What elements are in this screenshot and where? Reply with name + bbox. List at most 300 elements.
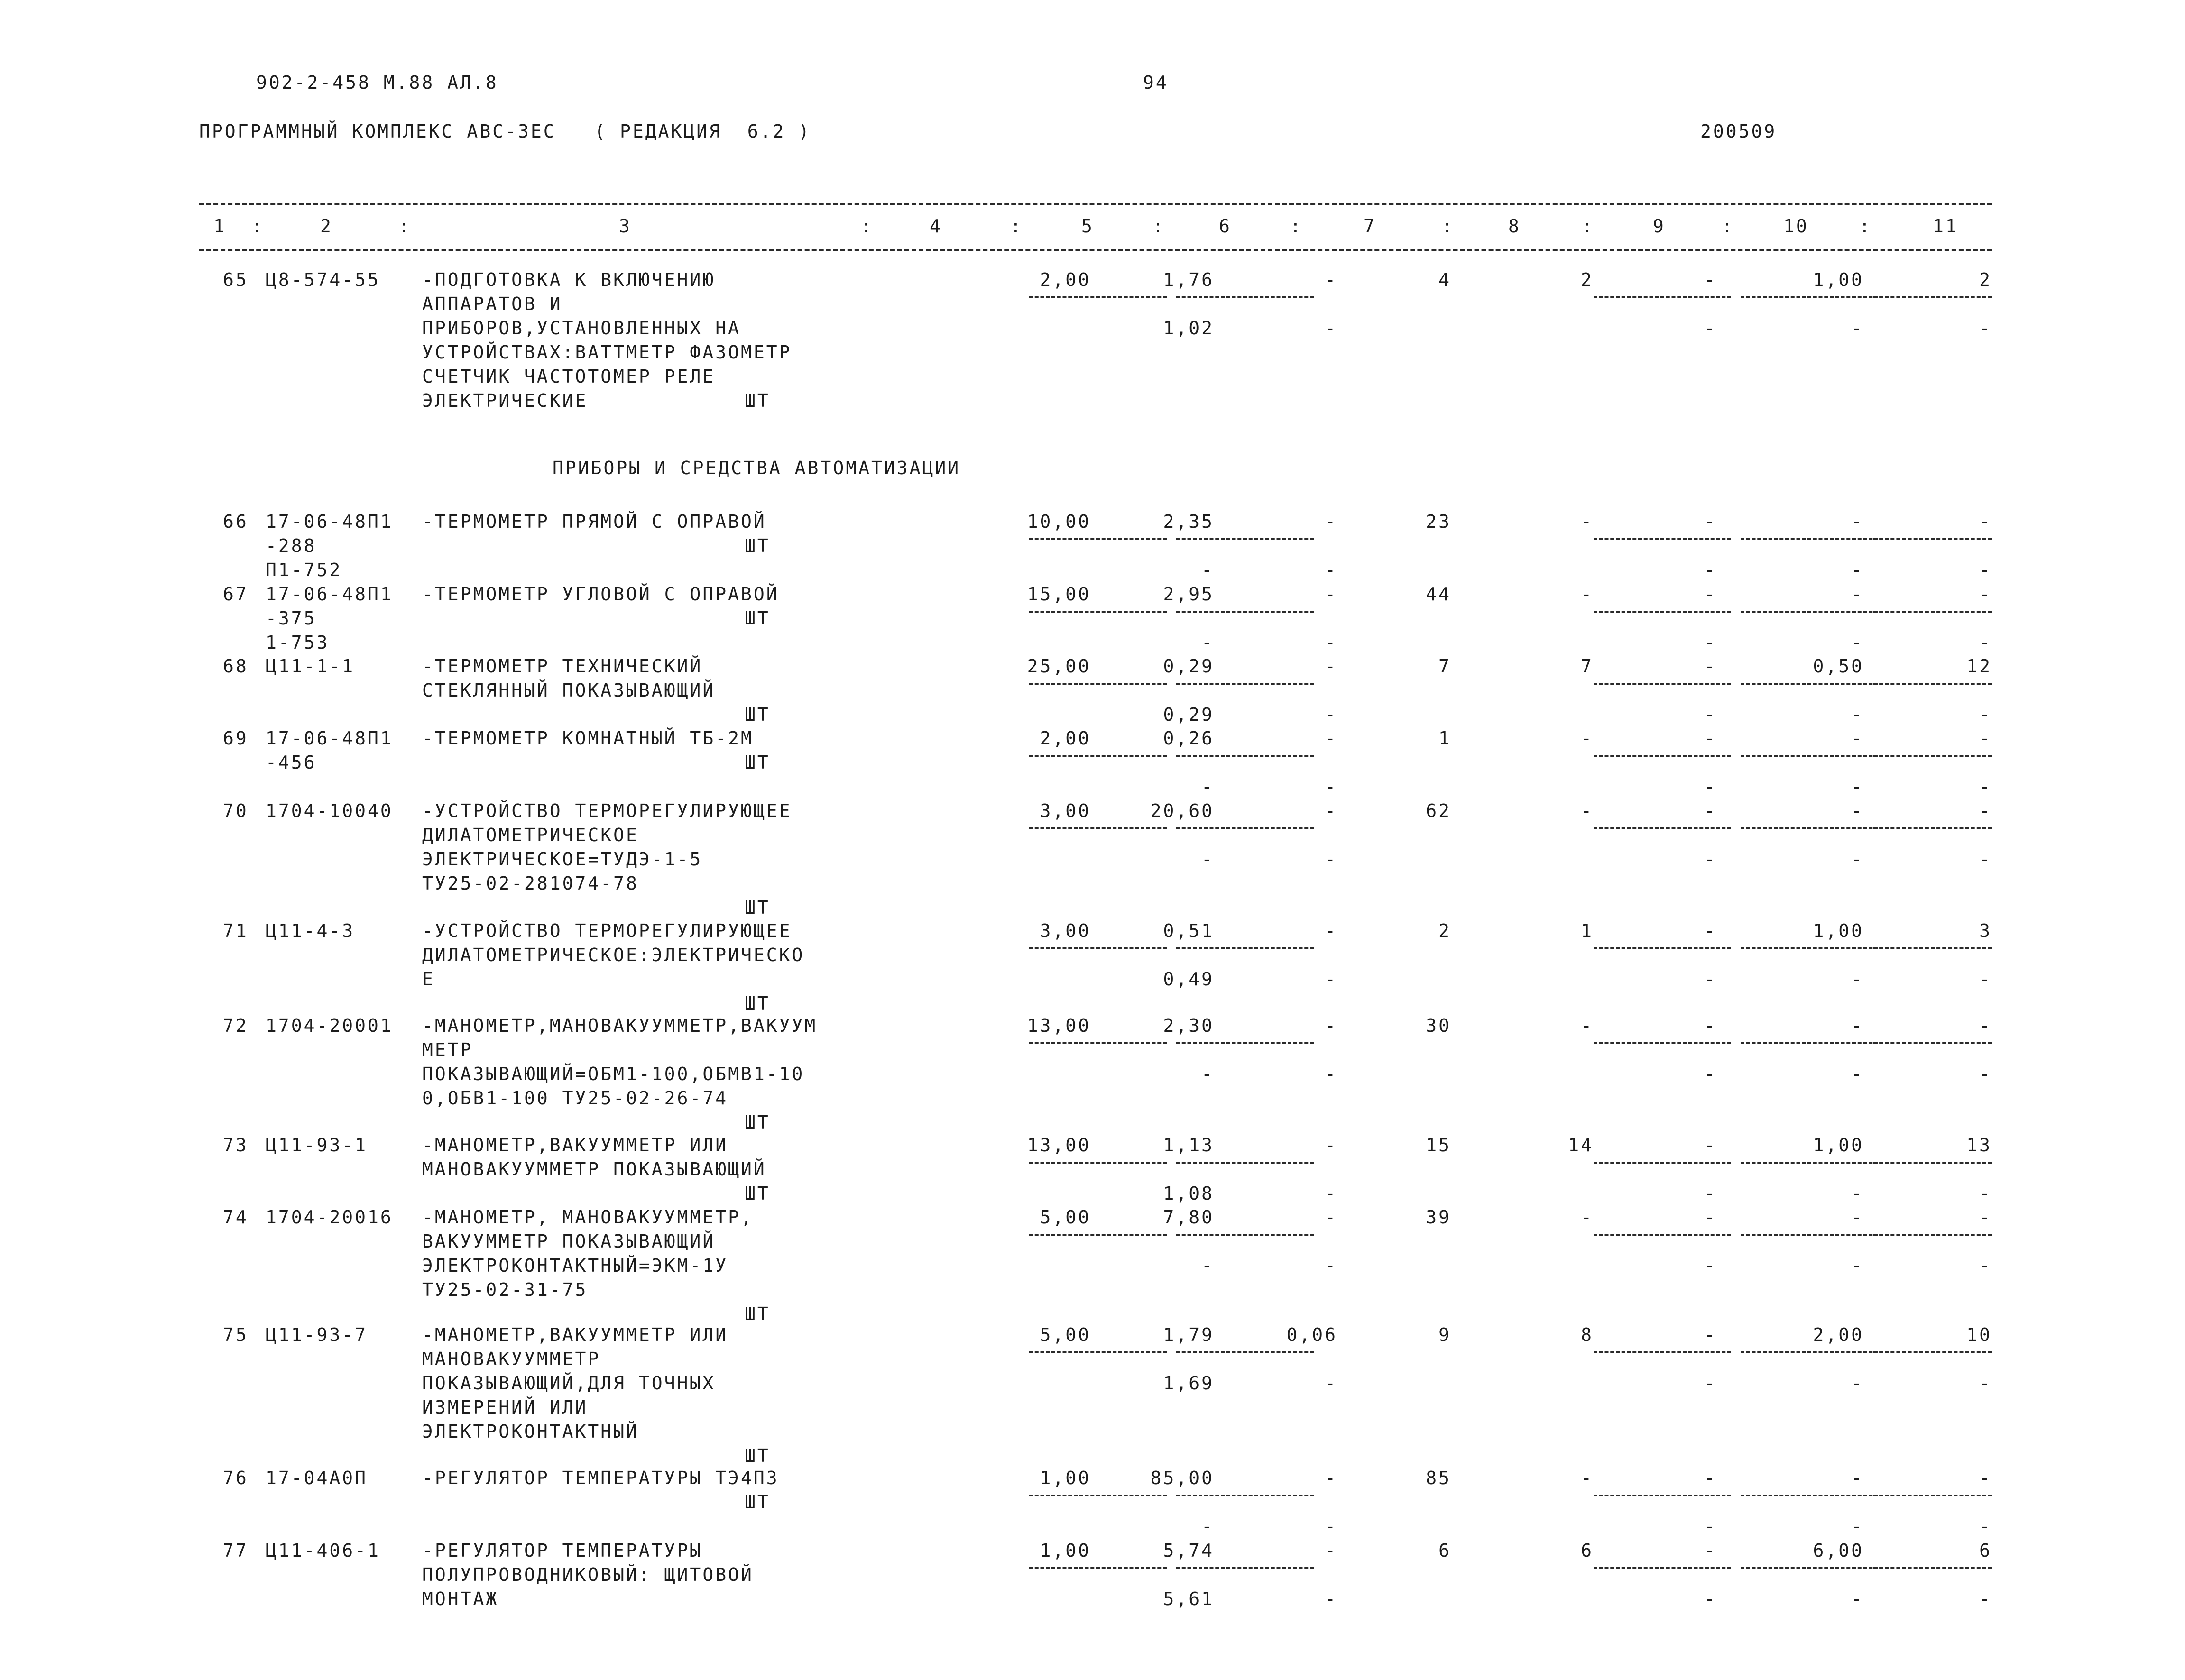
col6-value: - [1325,1207,1337,1228]
col6-second-value: - [1325,318,1337,339]
col5-second-value: - [1201,1255,1214,1276]
col10-second-value: - [1851,1516,1864,1537]
col11-second-value: - [1979,1183,1992,1204]
item-description: -МАНОМЕТР,ВАКУУММЕТР ИЛИ [422,1135,728,1156]
col11-value: 13 [1966,1135,1992,1156]
sub-rule [1029,1234,1167,1236]
sub-rule [1873,1042,1992,1044]
col10-second-value: - [1851,1255,1864,1276]
item-description: -РЕГУЛЯТОР ТЕМПЕРАТУРЫ ТЭ4П3 [422,1468,779,1488]
sub-rule [1741,1351,1878,1353]
column-separator: : [1152,216,1165,237]
col5-value: 0,51 [1163,920,1214,941]
col7-value: 6 [1438,1540,1451,1561]
col10-value: - [1851,511,1864,532]
row-number: 65 [223,269,249,290]
col9-second-value: - [1704,1588,1717,1609]
resource-code: Ц11-1-1 [266,656,355,677]
row-number: 75 [223,1324,249,1345]
row-number: 69 [223,728,249,749]
sub-rule [1873,296,1992,298]
sub-rule [1741,1162,1878,1164]
col9-value: - [1704,656,1717,677]
col9-value: - [1704,1540,1717,1561]
col6-value: - [1325,511,1337,532]
col9-value: - [1704,1135,1717,1156]
sub-rule [1029,755,1167,757]
col7-value: 44 [1426,584,1451,605]
row-number: 70 [223,800,249,821]
col7-value: 9 [1438,1324,1451,1345]
resource-code: 1704-20016 [266,1207,393,1228]
sub-rule [1873,538,1992,540]
sub-rule [1029,296,1167,298]
col9-value: - [1704,1015,1717,1036]
resource-code: Ц11-93-1 [266,1135,368,1156]
sub-rule [1741,611,1878,613]
col5-second-value: 5,61 [1163,1588,1214,1609]
col10-value: 1,00 [1813,920,1864,941]
row-number: 72 [223,1015,249,1036]
col11-value: 3 [1979,920,1992,941]
item-description: -ТЕРМОМЕТР ТЕХНИЧЕСКИЙ [422,656,703,677]
sub-rule [1594,827,1731,829]
item-description: ПОЛУПРОВОДНИКОВЫЙ: ЩИТОВОЙ [422,1564,754,1585]
col11-value: 6 [1979,1540,1992,1561]
col10-value: 1,00 [1813,1135,1864,1156]
quantity: 5,00 [1040,1324,1091,1345]
sub-rule [1873,755,1992,757]
resource-code: 17-06-48П1 [266,728,393,749]
item-description: ЭЛЕКТРОКОНТАКТНЫЙ=ЭКМ-1У [422,1255,728,1276]
quantity: 1,00 [1040,1468,1091,1488]
sub-rule [1029,827,1167,829]
col10-value: 6,00 [1813,1540,1864,1561]
column-separator: : [398,216,411,237]
col7-value: 85 [1426,1468,1451,1488]
col11-second-value: - [1979,704,1992,725]
col10-second-value: - [1851,704,1864,725]
resource-code: 17-06-48П1 [266,511,393,532]
sub-rule [1873,683,1992,685]
sub-rule [1594,1042,1731,1044]
col8-value: 14 [1568,1135,1594,1156]
col10-second-value: - [1851,632,1864,653]
item-description: -МАНОМЕТР,МАНОВАКУУММЕТР,ВАКУУМ [422,1015,818,1036]
col10-value: - [1851,800,1864,821]
sub-rule [1741,755,1878,757]
row-number: 73 [223,1135,249,1156]
col11-value: 12 [1966,656,1992,677]
unit-of-measure: ШТ [745,897,770,918]
col6-value: - [1325,656,1337,677]
col10-value: 1,00 [1813,269,1864,290]
item-description: ТУ25-02-281074-78 [422,873,639,894]
quantity: 3,00 [1040,920,1091,941]
sub-rule [1594,1567,1731,1569]
col8-value: - [1581,511,1594,532]
sub-rule [1741,947,1878,949]
col6-value: - [1325,584,1337,605]
column-separator: : [1010,216,1023,237]
col11-value: - [1979,1015,1992,1036]
col5-second-value: - [1201,632,1214,653]
col10-value: - [1851,1468,1864,1488]
col6-second-value: - [1325,1373,1337,1394]
row-number: 68 [223,656,249,677]
col5-second-value: - [1201,776,1214,797]
col8-value: - [1581,728,1594,749]
column-separator: : [1442,216,1455,237]
col10-second-value: - [1851,318,1864,339]
col9-second-value: - [1704,632,1717,653]
col9-value: - [1704,728,1717,749]
col10-value: - [1851,728,1864,749]
col11-value: - [1979,1207,1992,1228]
column-number: 5 [1081,216,1094,237]
col10-value: - [1851,1015,1864,1036]
sub-rule [1176,683,1314,685]
col6-second-value: - [1325,560,1337,580]
resource-code: -288 [266,535,317,556]
col10-second-value: - [1851,1373,1864,1394]
col10-second-value: - [1851,849,1864,870]
col6-value: - [1325,269,1337,290]
item-description: ЭЛЕКТРИЧЕСКИЕ [422,390,588,411]
column-number: 11 [1933,216,1958,237]
col11-value: - [1979,728,1992,749]
col10-value: - [1851,1207,1864,1228]
unit-of-measure: ШТ [745,704,770,725]
col9-value: - [1704,1468,1717,1488]
unit-of-measure: ШТ [745,535,770,556]
resource-code: -456 [266,752,317,773]
item-description: -ПОДГОТОВКА К ВКЛЮЧЕНИЮ [422,269,716,290]
col9-second-value: - [1704,1516,1717,1537]
col9-second-value: - [1704,318,1717,339]
item-description: -МАНОМЕТР, МАНОВАКУУММЕТР, [422,1207,754,1228]
sub-rule [1741,827,1878,829]
resource-code: Ц11-93-7 [266,1324,368,1345]
col11-value: - [1979,511,1992,532]
col11-second-value: - [1979,632,1992,653]
quantity: 1,00 [1040,1540,1091,1561]
resource-code: П1-752 [266,560,342,580]
sub-rule [1873,1351,1992,1353]
col5-second-value: - [1201,560,1214,580]
col11-second-value: - [1979,1588,1992,1609]
col5-second-value: 0,29 [1163,704,1214,725]
item-description: 0,ОБВ1-100 ТУ25-02-26-74 [422,1088,728,1109]
column-number: 9 [1653,216,1666,237]
col7-value: 1 [1438,728,1451,749]
item-description: ПОКАЗЫВАЮЩИЙ=ОБМ1-100,ОБМВ1-10 [422,1064,805,1084]
item-description: ДИЛАТОМЕТРИЧЕСКОЕ:ЭЛЕКТРИЧЕСКО [422,945,805,965]
col5-value: 2,35 [1163,511,1214,532]
sub-rule [1594,538,1731,540]
document-code: 902-2-458 М.88 АЛ.8 [256,72,498,93]
col9-second-value: - [1704,776,1717,797]
sub-rule [1873,1495,1992,1496]
sub-rule [1594,683,1731,685]
item-description: МОНТАЖ [422,1588,499,1609]
col9-value: - [1704,511,1717,532]
quantity: 5,00 [1040,1207,1091,1228]
table-header-rule [199,249,1992,251]
col6-value: - [1325,800,1337,821]
col10-value: - [1851,584,1864,605]
item-description: -УСТРОЙСТВО ТЕРМОРЕГУЛИРУЮЩЕЕ [422,920,792,941]
quantity: 2,00 [1040,728,1091,749]
section-title: ПРИБОРЫ И СРЕДСТВА АВТОМАТИЗАЦИИ [553,458,961,478]
unit-of-measure: ШТ [745,1112,770,1133]
sub-rule [1873,1162,1992,1164]
col10-value: 2,00 [1813,1324,1864,1345]
sub-rule [1594,611,1731,613]
col9-second-value: - [1704,1373,1717,1394]
col11-second-value: - [1979,1516,1992,1537]
sub-rule [1741,1495,1878,1496]
column-number: 3 [619,216,632,237]
sub-rule [1594,1162,1731,1164]
col5-value: 1,13 [1163,1135,1214,1156]
resource-code: -375 [266,608,317,629]
col6-value: 0,06 [1286,1324,1337,1345]
col5-value: 2,95 [1163,584,1214,605]
resource-code: 1704-20001 [266,1015,393,1036]
sub-rule [1176,827,1314,829]
unit-of-measure: ШТ [745,1445,770,1466]
col7-value: 4 [1438,269,1451,290]
quantity: 13,00 [1027,1015,1091,1036]
col7-value: 7 [1438,656,1451,677]
col11-second-value: - [1979,849,1992,870]
column-number: 8 [1508,216,1521,237]
sub-rule [1873,947,1992,949]
sub-rule [1029,538,1167,540]
column-number: 4 [930,216,942,237]
sub-rule [1873,827,1992,829]
col6-value: - [1325,1468,1337,1488]
column-separator: : [1722,216,1734,237]
column-separator: : [1290,216,1303,237]
program-title: ПРОГРАММНЫЙ КОМПЛЕКС АВС-3ЕС ( РЕДАКЦИЯ 6.2 ) [199,121,811,142]
sub-rule [1741,683,1878,685]
quantity: 25,00 [1027,656,1091,677]
sub-rule [1029,1495,1167,1496]
col9-second-value: - [1704,849,1717,870]
col6-second-value: - [1325,704,1337,725]
sub-rule [1741,1042,1878,1044]
item-description: МАНОВАКУУММЕТР ПОКАЗЫВАЮЩИЙ [422,1159,766,1180]
col9-second-value: - [1704,1255,1717,1276]
sub-rule [1873,1234,1992,1236]
item-description: -МАНОМЕТР,ВАКУУММЕТР ИЛИ [422,1324,728,1345]
col9-second-value: - [1704,969,1717,990]
item-description: СТЕКЛЯННЫЙ ПОКАЗЫВАЮЩИЙ [422,680,716,701]
col5-second-value: 0,49 [1163,969,1214,990]
col6-second-value: - [1325,969,1337,990]
col5-second-value: 1,69 [1163,1373,1214,1394]
col10-second-value: - [1851,1183,1864,1204]
item-description: ПРИБОРОВ,УСТАНОВЛЕННЫХ НА [422,318,741,339]
item-description: СЧЕТЧИК ЧАСТОТОМЕР РЕЛЕ [422,366,716,387]
column-separator: : [251,216,264,237]
unit-of-measure: ШТ [745,608,770,629]
col8-value: - [1581,584,1594,605]
item-description: УСТРОЙСТВАХ:ВАТТМЕТР ФАЗОМЕТР [422,342,792,363]
col5-second-value: 1,02 [1163,318,1214,339]
col10-second-value: - [1851,776,1864,797]
col9-second-value: - [1704,1064,1717,1084]
col11-second-value: - [1979,969,1992,990]
unit-of-measure: ШТ [745,993,770,1014]
column-number: 6 [1219,216,1232,237]
col10-second-value: - [1851,1588,1864,1609]
col8-value: - [1581,1207,1594,1228]
col6-second-value: - [1325,849,1337,870]
col8-value: 2 [1581,269,1594,290]
resource-code: 17-04А0П [266,1468,368,1488]
sub-rule [1176,611,1314,613]
col11-second-value: - [1979,1255,1992,1276]
col9-value: - [1704,1207,1717,1228]
col10-second-value: - [1851,1064,1864,1084]
col5-value: 85,00 [1150,1468,1214,1488]
row-number: 74 [223,1207,249,1228]
resource-code: 17-06-48П1 [266,584,393,605]
page-number: 94 [1143,72,1169,93]
item-description: ДИЛАТОМЕТРИЧЕСКОЕ [422,825,639,845]
unit-of-measure: ШТ [745,1304,770,1324]
unit-of-measure: ШТ [745,1183,770,1204]
col6-second-value: - [1325,1588,1337,1609]
col9-second-value: - [1704,1183,1717,1204]
col11-value: - [1979,1468,1992,1488]
sub-rule [1741,1234,1878,1236]
col6-value: - [1325,920,1337,941]
resource-code: Ц8-574-55 [266,269,380,290]
col11-second-value: - [1979,1373,1992,1394]
resource-code: Ц11-4-3 [266,920,355,941]
sub-rule [1176,538,1314,540]
col8-value: - [1581,1015,1594,1036]
sub-rule [1594,1234,1731,1236]
col5-value: 20,60 [1150,800,1214,821]
col9-second-value: - [1704,560,1717,580]
col9-value: - [1704,584,1717,605]
col7-value: 30 [1426,1015,1451,1036]
item-description: -УСТРОЙСТВО ТЕРМОРЕГУЛИРУЮЩЕЕ [422,800,792,821]
col9-value: - [1704,1324,1717,1345]
row-number: 71 [223,920,249,941]
item-description: ТУ25-02-31-75 [422,1279,588,1300]
col5-value: 0,29 [1163,656,1214,677]
col5-second-value: 1,08 [1163,1183,1214,1204]
col6-second-value: - [1325,1255,1337,1276]
item-description: -РЕГУЛЯТОР ТЕМПЕРАТУРЫ [422,1540,703,1561]
item-description: -ТЕРМОМЕТР ПРЯМОЙ С ОПРАВОЙ [422,511,766,532]
sub-rule [1176,1567,1314,1569]
column-separator: : [861,216,874,237]
item-description: ИЗМЕРЕНИЙ ИЛИ [422,1397,588,1418]
item-description: -ТЕРМОМЕТР КОМНАТНЫЙ ТБ-2М [422,728,754,749]
table-top-rule [199,203,1992,205]
col5-value: 0,26 [1163,728,1214,749]
col6-value: - [1325,1540,1337,1561]
col10-value: 0,50 [1813,656,1864,677]
col11-value: - [1979,584,1992,605]
col11-value: 2 [1979,269,1992,290]
item-description: -ТЕРМОМЕТР УГЛОВОЙ С ОПРАВОЙ [422,584,779,605]
sub-rule [1594,296,1731,298]
item-description: ПОКАЗЫВАЮЩИЙ,ДЛЯ ТОЧНЫХ [422,1373,716,1394]
sub-rule [1029,947,1167,949]
col7-value: 2 [1438,920,1451,941]
sub-rule [1741,538,1878,540]
col8-value: 1 [1581,920,1594,941]
column-number: 2 [320,216,333,237]
col6-second-value: - [1325,1516,1337,1537]
col8-value: 7 [1581,656,1594,677]
col7-value: 15 [1426,1135,1451,1156]
sub-rule [1176,1495,1314,1496]
col5-value: 2,30 [1163,1015,1214,1036]
quantity: 10,00 [1027,511,1091,532]
col5-value: 5,74 [1163,1540,1214,1561]
col6-second-value: - [1325,776,1337,797]
column-separator: : [1582,216,1595,237]
col8-value: 8 [1581,1324,1594,1345]
col5-value: 7,80 [1163,1207,1214,1228]
col8-value: 6 [1581,1540,1594,1561]
col9-value: - [1704,269,1717,290]
col5-second-value: - [1201,1064,1214,1084]
sub-rule [1741,296,1878,298]
col6-second-value: - [1325,1064,1337,1084]
col11-value: 10 [1966,1324,1992,1345]
column-number: 10 [1783,216,1809,237]
unit-of-measure: ШТ [745,1492,770,1513]
row-number: 67 [223,584,249,605]
col11-second-value: - [1979,318,1992,339]
sub-rule [1594,1351,1731,1353]
col5-value: 1,79 [1163,1324,1214,1345]
document-number: 200509 [1700,121,1777,142]
sub-rule [1029,1042,1167,1044]
col7-value: 23 [1426,511,1451,532]
sub-rule [1176,755,1314,757]
item-description: Е [422,969,435,990]
col9-value: - [1704,920,1717,941]
resource-code: 1704-10040 [266,800,393,821]
sub-rule [1029,683,1167,685]
row-number: 66 [223,511,249,532]
col8-value: - [1581,1468,1594,1488]
item-description: МАНОВАКУУММЕТР [422,1349,601,1369]
item-description: ВАКУУММЕТР ПОКАЗЫВАЮЩИЙ [422,1231,716,1252]
sub-rule [1873,1567,1992,1569]
item-description: АППАРАТОВ И [422,294,562,314]
sub-rule [1741,1567,1878,1569]
column-number: 7 [1364,216,1376,237]
sub-rule [1176,1351,1314,1353]
sub-rule [1594,1495,1731,1496]
column-separator: : [1859,216,1872,237]
sub-rule [1029,611,1167,613]
sub-rule [1873,611,1992,613]
col10-second-value: - [1851,560,1864,580]
